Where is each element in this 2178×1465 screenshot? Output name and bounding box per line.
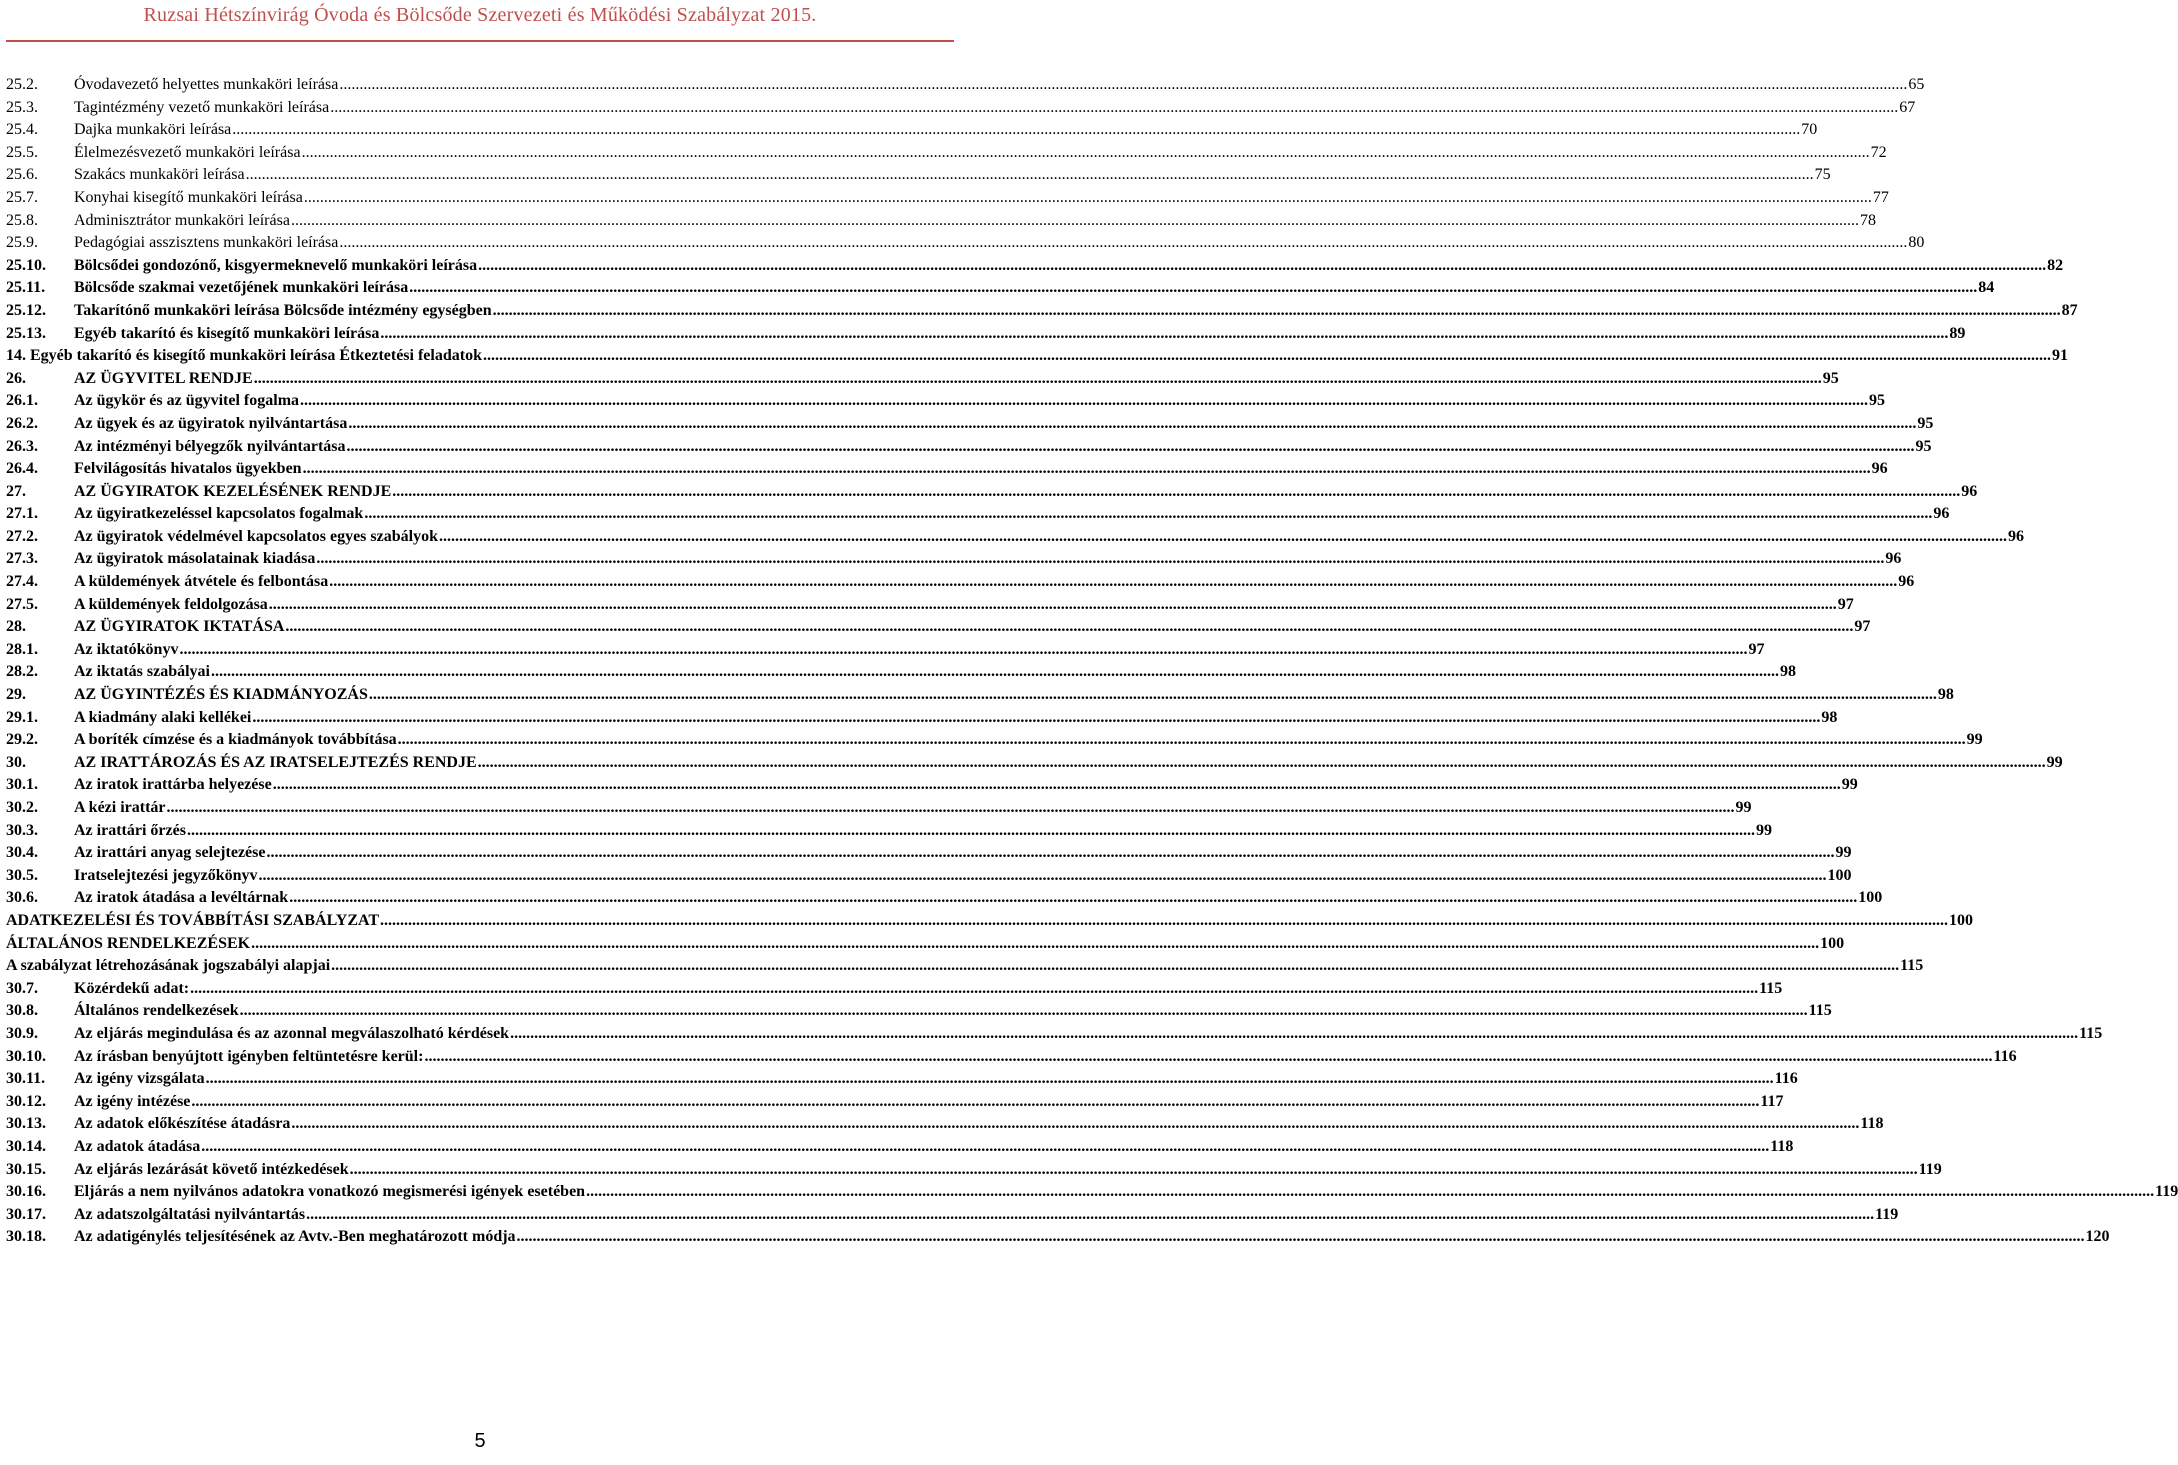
toc-entry-page: 65 bbox=[1908, 76, 1925, 93]
toc-entry-title: Az intézményi bélyegzők nyilvántartása bbox=[74, 437, 346, 455]
toc-leader-dots bbox=[285, 616, 1853, 639]
toc-entry[interactable] bbox=[6, 820, 1772, 843]
toc-entry-title: Az irattári anyag selejtezése bbox=[74, 844, 266, 862]
toc-entry-title: Az ügykör és az ügyvitel fogalma bbox=[74, 392, 300, 410]
toc-entry-number: 25.12. bbox=[6, 301, 46, 319]
toc-entry-page: 95 bbox=[1917, 414, 1934, 432]
toc-entry[interactable] bbox=[6, 594, 1854, 617]
toc-entry-title: A szabályzat létrehozásának jogszabályi alapjai bbox=[6, 957, 331, 975]
toc-entry-page: 72 bbox=[1870, 143, 1887, 161]
toc-entry[interactable] bbox=[6, 1159, 1942, 1182]
toc-entry-page: 91 bbox=[2051, 347, 2068, 365]
toc-leader-dots bbox=[380, 910, 1948, 933]
toc-entry-page: 99 bbox=[1755, 821, 1772, 839]
toc-entry-page: 96 bbox=[1885, 550, 1902, 568]
toc-entry[interactable] bbox=[6, 1023, 2103, 1046]
toc-leader-dots bbox=[232, 119, 1800, 142]
toc-entry-page: 98 bbox=[1821, 708, 1838, 726]
toc-entry-title: Takarítónő munkaköri leírása Bölcsőde intézmény egységben bbox=[74, 301, 492, 319]
toc-entry-title: A kézi irattár bbox=[74, 799, 166, 816]
toc-entry[interactable] bbox=[6, 345, 2068, 368]
toc-entry[interactable] bbox=[6, 1136, 1794, 1159]
toc-entry-number: 30.11. bbox=[6, 1070, 46, 1088]
toc-leader-dots bbox=[266, 842, 1834, 865]
toc-entry[interactable] bbox=[6, 661, 1796, 684]
toc-entry-number: 26.1. bbox=[6, 392, 38, 410]
toc-entry-title: Iratselejtezési jegyzőkönyv bbox=[74, 866, 258, 884]
toc-entry-title: ÁLTALÁNOS RENDELKEZÉSEK bbox=[6, 934, 251, 952]
toc-entry-number: 25.9. bbox=[6, 234, 38, 252]
toc-leader-dots bbox=[201, 1136, 1769, 1159]
toc-entry-number: 30.4. bbox=[6, 844, 38, 862]
toc-entry[interactable] bbox=[6, 842, 1852, 865]
toc-entry-number: 30.5. bbox=[6, 866, 38, 884]
toc-entry[interactable] bbox=[6, 797, 1752, 820]
toc-entry[interactable] bbox=[6, 232, 1925, 255]
toc-leader-dots bbox=[478, 752, 2046, 775]
toc-entry-number: 27.4. bbox=[6, 573, 38, 591]
toc-leader-dots bbox=[206, 1068, 1774, 1091]
toc-leader-dots bbox=[331, 955, 1899, 978]
toc-leader-dots bbox=[424, 1046, 1992, 1069]
toc-leader-dots bbox=[339, 232, 1907, 255]
toc-entry[interactable] bbox=[6, 413, 1934, 436]
toc-leader-dots bbox=[329, 571, 1897, 594]
toc-leader-dots bbox=[273, 774, 1841, 797]
document-header: Ruzsai Hétszínvirág Óvoda és Bölcsőde Szervezeti és Működési Szabályzat 2015. bbox=[143, 4, 817, 26]
toc-entry-number: 27.1. bbox=[6, 505, 38, 523]
toc-leader-dots bbox=[398, 729, 1966, 752]
toc-leader-dots bbox=[291, 1113, 1859, 1136]
toc-entry-number: 30.2. bbox=[6, 799, 38, 816]
toc-leader-dots bbox=[252, 707, 1820, 730]
toc-entry[interactable] bbox=[6, 752, 2063, 775]
toc-entry-number: 25.4. bbox=[6, 121, 38, 139]
header-rule bbox=[6, 40, 954, 42]
toc-entry-title: Az adatok előkészítése átadásra bbox=[74, 1115, 291, 1133]
toc-entry-page: 99 bbox=[1841, 776, 1858, 794]
toc-leader-dots bbox=[291, 210, 1859, 233]
toc-entry-number: 30.15. bbox=[6, 1160, 46, 1178]
toc-entry-number: 26. bbox=[6, 369, 26, 387]
toc-entry-page: 116 bbox=[1993, 1047, 2017, 1065]
toc-entry-number: 30.12. bbox=[6, 1092, 46, 1110]
toc-entry-page: 119 bbox=[2155, 1183, 2178, 1201]
toc-entry-page: 96 bbox=[1898, 573, 1915, 591]
toc-entry[interactable] bbox=[6, 933, 1845, 956]
toc-entry-page: 100 bbox=[1820, 934, 1845, 952]
toc-entry-title: AZ ÜGYVITEL RENDJE bbox=[74, 369, 253, 387]
toc-entry-number: 30.18. bbox=[6, 1228, 46, 1246]
toc-entry-number: 30.8. bbox=[6, 1002, 38, 1020]
toc-entry-title: Az adatok átadása bbox=[74, 1137, 201, 1155]
toc-entry[interactable] bbox=[6, 390, 1886, 413]
toc-entry-title: Adminisztrátor munkaköri leírása bbox=[74, 211, 290, 229]
toc-leader-dots bbox=[330, 97, 1898, 120]
toc-entry-number: 28.1. bbox=[6, 640, 38, 658]
toc-entry-title: Az ügyek és az ügyiratok nyilvántartása bbox=[74, 414, 348, 432]
toc-entry[interactable] bbox=[6, 707, 1838, 730]
toc-entry-page: 97 bbox=[1748, 640, 1765, 658]
toc-entry-page: 100 bbox=[1949, 911, 1974, 929]
toc-entry-number: 30. bbox=[6, 753, 26, 771]
toc-leader-dots bbox=[439, 526, 2007, 549]
toc-entry-number: 30.3. bbox=[6, 821, 38, 839]
toc-entry-page: 97 bbox=[1837, 595, 1854, 613]
toc-entry-title: Az iratok irattárba helyezése bbox=[74, 776, 272, 794]
toc-leader-dots bbox=[300, 390, 1868, 413]
toc-entry-page: 99 bbox=[1835, 844, 1852, 862]
toc-leader-dots bbox=[190, 978, 1758, 1001]
toc-entry-page: 96 bbox=[2007, 527, 2024, 545]
toc-leader-dots bbox=[510, 1023, 2078, 1046]
toc-leader-dots bbox=[380, 323, 1948, 346]
toc-entry-page: 99 bbox=[1966, 731, 1983, 749]
toc-entry-page: 96 bbox=[1933, 505, 1950, 523]
toc-entry-number: 25.6. bbox=[6, 166, 38, 184]
toc-entry-number: 26.4. bbox=[6, 460, 38, 478]
toc-leader-dots bbox=[392, 481, 1960, 504]
toc-entry[interactable] bbox=[6, 119, 1818, 142]
toc-entry-title: Tagintézmény vezető munkaköri leírása bbox=[74, 98, 330, 116]
toc-leader-dots bbox=[517, 1226, 2085, 1249]
toc-entry-page: 100 bbox=[1827, 866, 1852, 884]
toc-entry-number: 27. bbox=[6, 482, 26, 500]
toc-entry-title: Általános rendelkezések bbox=[74, 1002, 239, 1020]
toc-entry-title: AZ ÜGYIRATOK KEZELÉSÉNEK RENDJE bbox=[74, 482, 392, 500]
toc-entry-title: Felvilágosítás hivatalos ügyekben bbox=[74, 460, 302, 478]
toc-entry-page: 95 bbox=[1822, 369, 1839, 387]
toc-entry[interactable] bbox=[6, 1204, 1899, 1227]
toc-entry-page: 84 bbox=[1978, 279, 1995, 297]
toc-entry-title: Az eljárás lezárását követő intézkedések bbox=[74, 1160, 349, 1178]
toc-entry-title: 14. Egyéb takarító és kisegítő munkaköri leírása Étkeztetési feladatok bbox=[6, 347, 482, 365]
toc-entry-page: 96 bbox=[1961, 482, 1978, 500]
toc-entry-page: 119 bbox=[1875, 1205, 1899, 1223]
toc-entry-number: 27.2. bbox=[6, 527, 38, 545]
toc-entry-title: Dajka munkaköri leírása bbox=[74, 121, 232, 139]
toc-entry-page: 75 bbox=[1814, 166, 1831, 184]
toc-entry-number: 30.13. bbox=[6, 1115, 46, 1133]
toc-leader-dots bbox=[302, 142, 1870, 165]
toc-entry-page: 115 bbox=[2079, 1024, 2103, 1042]
toc-entry-number: 28. bbox=[6, 618, 26, 636]
toc-entry-number: 25.5. bbox=[6, 143, 38, 161]
toc-entry-title: Bölcsőde szakmai vezetőjének munkaköri leírása bbox=[74, 279, 409, 297]
toc-leader-dots bbox=[191, 1091, 1759, 1114]
toc-entry-title: Az adatszolgáltatási nyilvántartás bbox=[74, 1205, 306, 1223]
toc-leader-dots bbox=[289, 887, 1857, 910]
toc-entry-title: Konyhai kisegítő munkaköri leírása bbox=[74, 188, 303, 206]
toc-entry[interactable] bbox=[6, 187, 1889, 210]
toc-leader-dots bbox=[364, 503, 1932, 526]
toc-entry[interactable] bbox=[6, 142, 1887, 165]
toc-entry-title: Közérdekű adat: bbox=[74, 979, 190, 997]
toc-entry-number: 29.1. bbox=[6, 708, 38, 726]
toc-leader-dots bbox=[167, 797, 1735, 820]
toc-entry-number: 30.10. bbox=[6, 1047, 46, 1065]
toc-leader-dots bbox=[269, 594, 1837, 617]
toc-entry-title: Az iratok átadása a levéltárnak bbox=[74, 889, 289, 907]
toc-entry-number: 30.16. bbox=[6, 1183, 46, 1201]
toc-entry-page: 97 bbox=[1854, 618, 1871, 636]
toc-entry-number: 30.17. bbox=[6, 1205, 46, 1223]
toc-entry-page: 116 bbox=[1774, 1070, 1798, 1088]
toc-entry-number: 28.2. bbox=[6, 663, 38, 681]
toc-entry-title: AZ ÜGYIRATOK IKTATÁSA bbox=[74, 618, 285, 636]
toc-entry-title: A kiadmány alaki kellékei bbox=[74, 708, 252, 726]
toc-entry-title: Az iktatás szabályai bbox=[74, 663, 210, 681]
toc-entry[interactable] bbox=[6, 571, 1915, 594]
toc-leader-dots bbox=[259, 865, 1827, 888]
toc-entry-title: Óvodavezető helyettes munkaköri leírása bbox=[74, 76, 339, 93]
toc-entry[interactable] bbox=[6, 1000, 1832, 1023]
toc-entry-page: 120 bbox=[2085, 1228, 2110, 1246]
toc-entry[interactable] bbox=[6, 481, 1978, 504]
toc-entry-number: 29. bbox=[6, 686, 26, 704]
toc-entry-title: Az igény vizsgálata bbox=[74, 1070, 205, 1088]
toc-entry[interactable] bbox=[6, 548, 1902, 571]
toc-entry-number: 25.3. bbox=[6, 98, 38, 116]
toc-entry-title: Az igény intézése bbox=[74, 1092, 191, 1110]
toc-entry[interactable] bbox=[6, 74, 1925, 97]
toc-entry-title: A küldemények átvétele és felbontása bbox=[74, 573, 329, 591]
toc-entry-page: 119 bbox=[1918, 1160, 1942, 1178]
toc-leader-dots bbox=[306, 1204, 1874, 1227]
toc-entry-title: Pedagógiai asszisztens munkaköri leírása bbox=[74, 234, 339, 252]
toc-entry-page: 118 bbox=[1860, 1115, 1884, 1133]
toc-entry-number: 25.7. bbox=[6, 188, 38, 206]
toc-entry-title: Egyéb takarító és kisegítő munkaköri leírása bbox=[74, 324, 380, 342]
toc-entry[interactable] bbox=[6, 774, 1858, 797]
toc-entry[interactable] bbox=[6, 616, 1871, 639]
toc-leader-dots bbox=[493, 300, 2061, 323]
toc-entry-title: Az eljárás megindulása és az azonnal megválaszolható kérdések bbox=[74, 1024, 510, 1042]
toc-entry[interactable] bbox=[6, 910, 1974, 933]
toc-entry-number: 30.6. bbox=[6, 889, 38, 907]
toc-entry-page: 117 bbox=[1760, 1092, 1784, 1110]
toc-entry-title: Az irattári őrzés bbox=[74, 821, 186, 839]
toc-entry[interactable] bbox=[6, 887, 1883, 910]
toc-entry-number: 25.10. bbox=[6, 256, 46, 274]
toc-entry-number: 29.2. bbox=[6, 731, 38, 749]
toc-leader-dots bbox=[347, 436, 1915, 459]
toc-entry-number: 25.11. bbox=[6, 279, 46, 297]
toc-entry[interactable] bbox=[6, 255, 2064, 278]
toc-entry-title: Szakács munkaköri leírása bbox=[74, 166, 245, 184]
toc-leader-dots bbox=[409, 277, 1977, 300]
toc-entry-page: 118 bbox=[1770, 1137, 1794, 1155]
toc-entry[interactable] bbox=[6, 368, 1839, 391]
toc-leader-dots bbox=[251, 933, 1819, 956]
table-of-contents bbox=[6, 74, 2178, 1249]
toc-entry-title: A boríték címzése és a kiadmányok továbbítása bbox=[74, 731, 397, 749]
toc-entry-number: 27.5. bbox=[6, 595, 38, 613]
toc-entry[interactable] bbox=[6, 1181, 2178, 1204]
toc-leader-dots bbox=[187, 820, 1755, 843]
toc-entry[interactable] bbox=[6, 323, 1966, 346]
toc-entry-title: AZ IRATTÁROZÁS ÉS AZ IRATSELEJTEZÉS RENDJE bbox=[74, 753, 477, 771]
toc-entry-title: Az iktatókönyv bbox=[74, 640, 179, 658]
toc-entry-title: Az ügyiratok másolatainak kiadása bbox=[74, 550, 316, 568]
toc-entry-title: Az ügyiratok védelmével kapcsolatos egyes szabályok bbox=[74, 527, 438, 545]
toc-entry[interactable] bbox=[6, 210, 1876, 233]
toc-entry[interactable] bbox=[6, 1113, 1884, 1136]
toc-entry[interactable] bbox=[6, 955, 1924, 978]
page-number: 5 bbox=[474, 1430, 486, 1452]
toc-entry-page: 115 bbox=[1759, 979, 1783, 997]
toc-entry-page: 95 bbox=[1869, 392, 1886, 410]
toc-leader-dots bbox=[586, 1181, 2154, 1204]
toc-entry-number: 27.3. bbox=[6, 550, 38, 568]
toc-entry[interactable] bbox=[6, 1091, 1784, 1114]
toc-leader-dots bbox=[339, 74, 1907, 97]
toc-entry-page: 100 bbox=[1858, 889, 1883, 907]
toc-entry-number: 30.7. bbox=[6, 979, 38, 997]
toc-entry-title: Az ügyiratkezeléssel kapcsolatos fogalmak bbox=[74, 505, 364, 523]
toc-entry-page: 78 bbox=[1859, 211, 1876, 229]
toc-entry-title: Élelmezésvezető munkaköri leírása bbox=[74, 143, 301, 161]
toc-entry-number: 30.1. bbox=[6, 776, 38, 794]
toc-entry-page: 82 bbox=[2047, 256, 2064, 274]
toc-entry-page: 99 bbox=[2046, 753, 2063, 771]
toc-entry-title: Az adatigénylés teljesítésének az Avtv.-Ben meghatározott módja bbox=[74, 1228, 516, 1246]
toc-leader-dots bbox=[348, 413, 1916, 436]
toc-entry[interactable] bbox=[6, 729, 1983, 752]
toc-leader-dots bbox=[240, 1000, 1808, 1023]
toc-entry-title: ADATKEZELÉSI ÉS TOVÁBBÍTÁSI SZABÁLYZAT bbox=[6, 911, 380, 929]
toc-entry[interactable] bbox=[6, 639, 1765, 662]
toc-entry-page: 87 bbox=[2061, 301, 2078, 319]
toc-entry-title: Bölcsődei gondozónő, kisgyermeknevelő munkaköri leírása bbox=[74, 256, 478, 274]
toc-entry-page: 98 bbox=[1937, 686, 1954, 704]
toc-entry-page: 80 bbox=[1908, 234, 1925, 252]
toc-entry-page: 96 bbox=[1871, 460, 1888, 478]
toc-leader-dots bbox=[350, 1159, 1918, 1182]
toc-entry-number: 30.9. bbox=[6, 1024, 38, 1042]
toc-leader-dots bbox=[304, 187, 1872, 210]
toc-entry-number: 30.14. bbox=[6, 1137, 46, 1155]
toc-entry[interactable] bbox=[6, 1226, 2110, 1249]
toc-entry-number: 25.2. bbox=[6, 76, 38, 93]
toc-entry-page: 70 bbox=[1801, 121, 1818, 139]
toc-leader-dots bbox=[483, 345, 2051, 368]
toc-entry[interactable] bbox=[6, 526, 2024, 549]
toc-entry[interactable] bbox=[6, 436, 1932, 459]
toc-entry-title: A küldemények feldolgozása bbox=[74, 595, 268, 613]
toc-entry[interactable] bbox=[6, 865, 1852, 888]
toc-entry-page: 115 bbox=[1808, 1002, 1832, 1020]
toc-entry[interactable] bbox=[6, 978, 1783, 1001]
toc-entry-page: 98 bbox=[1780, 663, 1796, 681]
toc-leader-dots bbox=[179, 639, 1747, 662]
toc-entry-title: Az írásban benyújtott igényben feltüntetésre kerül: bbox=[74, 1047, 424, 1065]
toc-leader-dots bbox=[211, 661, 1779, 684]
toc-leader-dots bbox=[478, 255, 2046, 278]
toc-entry-number: 26.3. bbox=[6, 437, 38, 455]
toc-entry[interactable] bbox=[6, 1046, 2017, 1069]
toc-entry-page: 99 bbox=[1735, 799, 1752, 816]
toc-entry[interactable] bbox=[6, 1068, 1798, 1091]
toc-entry[interactable] bbox=[6, 684, 1954, 707]
toc-entry-number: 26.2. bbox=[6, 414, 38, 432]
toc-entry[interactable] bbox=[6, 300, 2078, 323]
toc-leader-dots bbox=[369, 684, 1937, 707]
toc-entry[interactable] bbox=[6, 503, 1950, 526]
toc-leader-dots bbox=[246, 164, 1814, 187]
toc-entry-title: AZ ÜGYINTÉZÉS ÉS KIADMÁNYOZÁS bbox=[74, 686, 368, 704]
toc-leader-dots bbox=[303, 458, 1871, 481]
toc-entry[interactable] bbox=[6, 277, 1995, 300]
toc-entry[interactable] bbox=[6, 97, 1916, 120]
toc-leader-dots bbox=[254, 368, 1822, 391]
toc-entry-page: 95 bbox=[1915, 437, 1932, 455]
toc-entry-title: Eljárás a nem nyilvános adatokra vonatkozó megismerési igények esetében bbox=[74, 1183, 586, 1201]
toc-entry[interactable] bbox=[6, 458, 1888, 481]
toc-leader-dots bbox=[316, 548, 1884, 571]
toc-entry-page: 77 bbox=[1872, 188, 1889, 206]
toc-entry-number: 25.8. bbox=[6, 211, 38, 229]
toc-entry-page: 89 bbox=[1949, 324, 1966, 342]
toc-entry-page: 115 bbox=[1900, 957, 1924, 975]
toc-entry-number: 25.13. bbox=[6, 324, 46, 342]
toc-entry[interactable] bbox=[6, 164, 1831, 187]
toc-entry-page: 67 bbox=[1899, 98, 1916, 116]
